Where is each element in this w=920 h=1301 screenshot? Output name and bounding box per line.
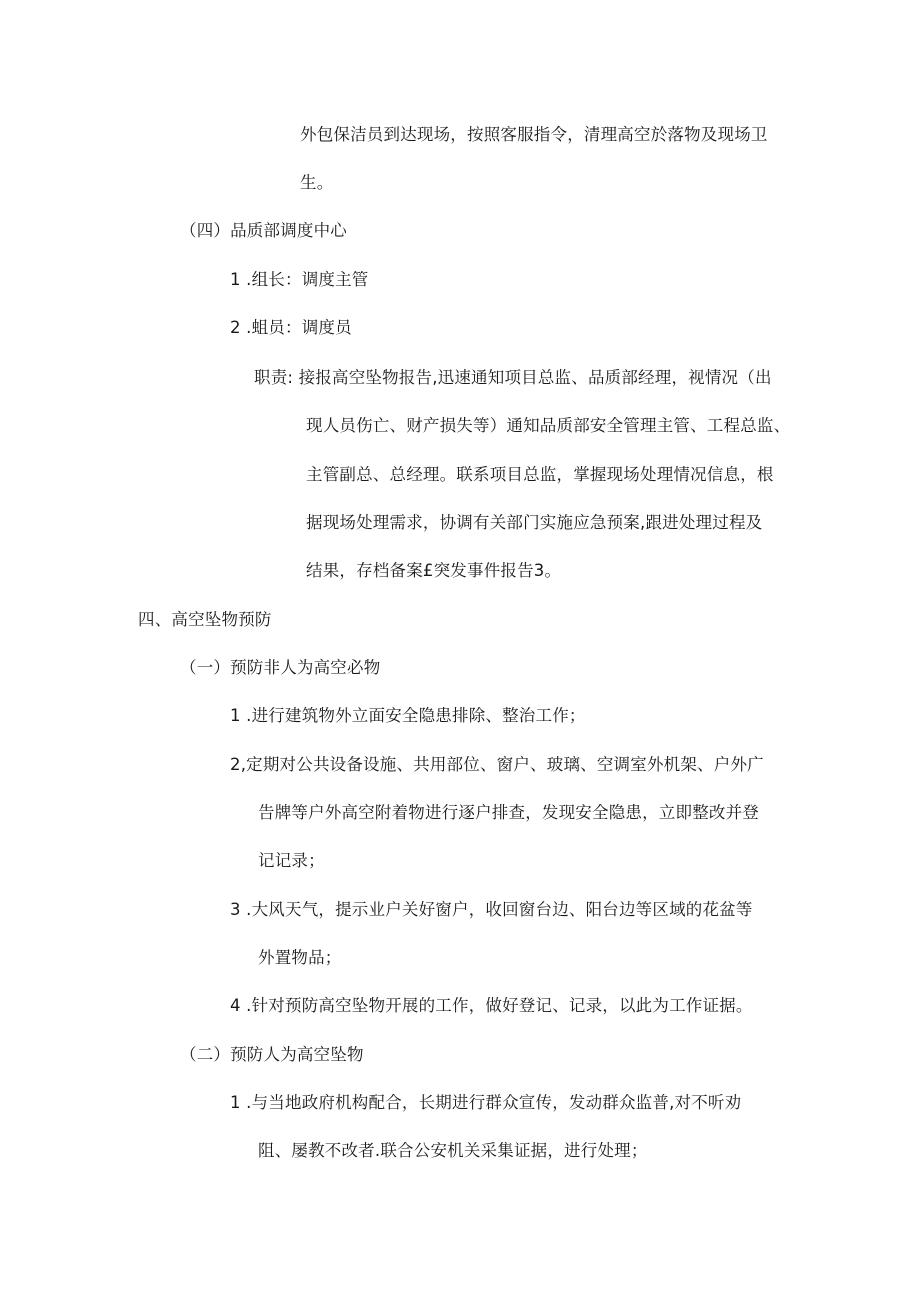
text-line: 生。 [300,173,334,192]
section-heading: （二）预防人为高空坠物 [180,1045,364,1064]
chapter-heading: 四、高空坠物预防 [138,610,272,629]
list-item: 4 .针对预防高空坠物开展的工作，做好登记、记录，以此为工作证据。 [230,996,753,1015]
text-line: 据现场处理需求，协调有关部门实施应急预案,跟进处理过程及 [306,513,763,532]
text-line: 告牌等户外高空附着物进行逐户排查，发现安全隐患，立即整改并登 [258,803,759,822]
section-heading: （一）预防非人为高空必物 [180,658,381,677]
text-line: 外置物品； [258,948,342,967]
list-item: 1 .组长：调度主管 [230,270,369,289]
text-line: 阻、屡教不改者.联合公安机关采集证据，进行处理； [258,1141,648,1160]
list-item: 2,定期对公共设备设施、共用部位、窗户、玻璃、空调室外机架、户外广 [230,755,764,774]
text-line: 职责: 接报高空坠物报告,迅速通知项目总监、品质部经理，视情况（出 [254,368,772,387]
text-line: 外包保洁员到达现场，按照客服指令，清理高空於落物及现场卫 [300,125,768,144]
section-heading: （四）品质部调度中心 [180,221,347,240]
text-line: 结果，存档备案£突发事件报告3。 [306,561,562,580]
list-item: 1 .进行建筑物外立面安全隐患排除、整治工作； [230,706,586,725]
text-line: 现人员伤亡、财产损失等）通知品质部安全管理主管、工程总监、 [306,416,791,435]
list-item: 1 .与当地政府机构配合，长期进行群众宣传，发动群众监普,对不听劝 [230,1093,742,1112]
list-item: 3 .大风天气，提示业户关好窗户，收回窗台边、阳台边等区域的花盆等 [230,900,753,919]
text-line: 记记录； [258,851,325,870]
list-item: 2 .蛆员：调度员 [230,318,352,337]
text-line: 主管副总、总经理。联系项目总监，掌握现场处理情况信息，根 [306,465,774,484]
